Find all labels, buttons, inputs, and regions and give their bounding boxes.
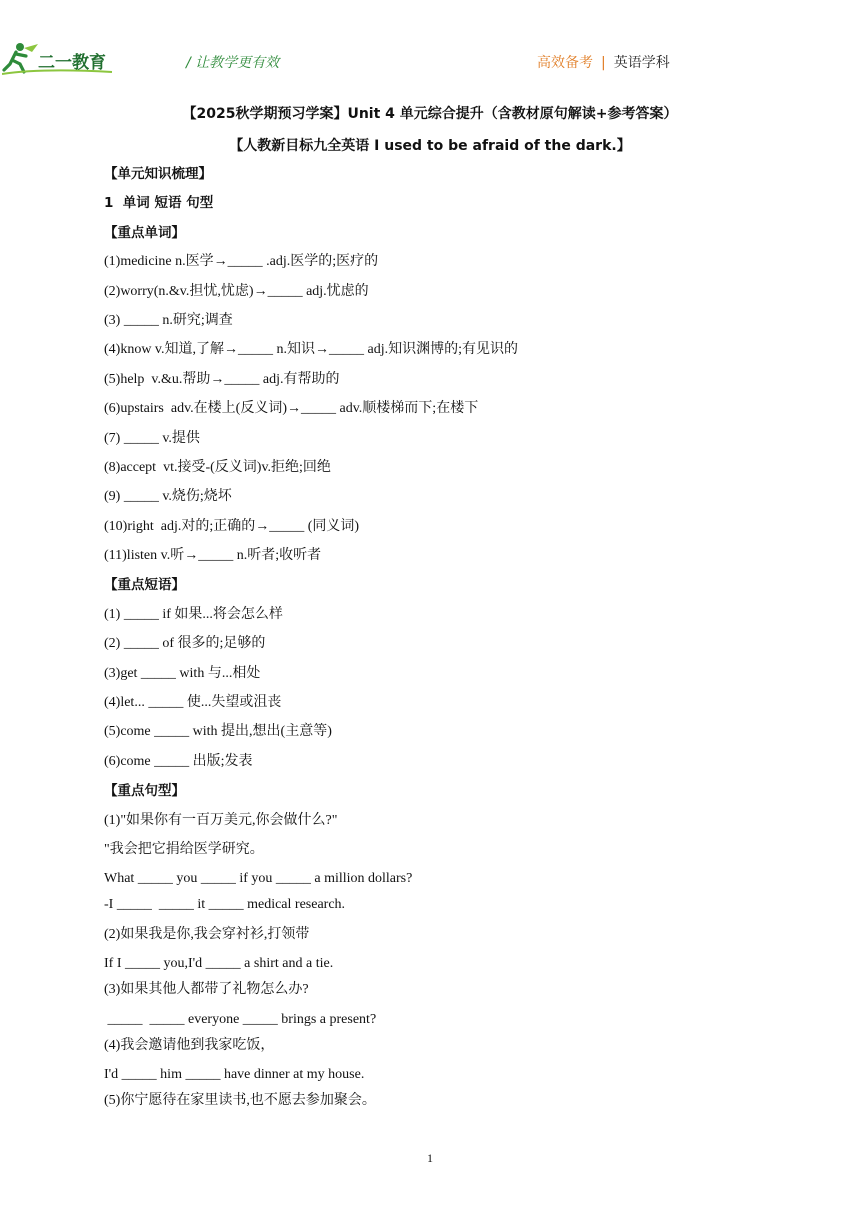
tag-efficient-prep: 高效备考 (537, 55, 593, 71)
word-item: (8)accept vt.接受-(反义词)v.拒绝;回绝 (104, 459, 331, 475)
word-item: (10)right adj.对的;正确的→_____ (同义词) (104, 518, 360, 534)
header-slogan: / 让教学更有效 (186, 55, 280, 71)
word-item: (2)worry(n.&v.担忧,忧虑)→_____ adj.忧虑的 (104, 283, 369, 299)
phrase-item: (2) _____ of 很多的;足够的 (104, 636, 266, 652)
sentence-item: I'd _____ him _____ have dinner at my house. (104, 1066, 365, 1082)
word-item: (6)upstairs adv.在楼上(反义词)→_____ adv.顺楼梯而下;在楼下 (104, 401, 479, 417)
word-item: (4)know v.知道,了解→_____ n.知识→_____ adj.知识渊博的;有见识的 (104, 342, 519, 358)
phrase-item: (4)let... _____ 使...失望或沮丧 (104, 695, 282, 711)
word-item: (7) _____ v.提供 (104, 430, 200, 446)
word-item: (1)medicine n.医学→_____ .adj.医学的;医疗的 (104, 254, 379, 270)
document-subtitle: 【人教新目标九全英语 I used to be afraid of the dark.】 (229, 138, 631, 154)
phrase-item: (6)come _____ 出版;发表 (104, 753, 253, 769)
phrases-heading: 【重点短语】 (104, 577, 185, 594)
document-title: 【2025秋学期预习学案】Unit 4 单元综合提升（含教材原句解读+参考答案） (182, 106, 678, 122)
phrase-item: (3)get _____ with 与...相处 (104, 665, 261, 681)
sentence-item: (3)如果其他人都带了礼物怎么办? (104, 982, 309, 998)
page-number: 1 (427, 1151, 433, 1165)
subsection-heading: 1 单词 短语 句型 (104, 195, 214, 212)
sentence-item: -I _____ _____ it _____ medical research. (104, 897, 346, 913)
brand-logo (2, 42, 122, 78)
sentence-item: (1)"如果你有一百万美元,你会做什么?" (104, 812, 338, 828)
phrase-item: (5)come _____ with 提出,想出(主意等) (104, 724, 332, 740)
page-header (0, 0, 860, 90)
tag-separator: | (601, 55, 606, 71)
sentences-heading: 【重点句型】 (104, 783, 185, 800)
tag-subject: 英语学科 (613, 55, 670, 71)
sentence-item: (2)如果我是你,我会穿衬衫,打领带 (104, 926, 310, 942)
document-body (104, 164, 784, 1120)
sentence-item: If I _____ you,I'd _____ a shirt and a tie. (104, 956, 334, 972)
word-item: (3) _____ n.研究;调查 (104, 312, 233, 328)
word-item: (9) _____ v.烧伤;烧坏 (104, 489, 232, 505)
sentence-item: (5)你宁愿待在家里读书,也不愿去参加聚会。 (104, 1092, 376, 1108)
sentence-item: What _____ you _____ if you _____ a million dollars? (104, 871, 413, 887)
document-titles (0, 104, 860, 168)
sentence-item: (4)我会邀请他到我家吃饭， (104, 1037, 275, 1053)
phrase-item: (1) _____ if 如果...将会怎么样 (104, 606, 283, 622)
section-heading: 【单元知识梳理】 (104, 166, 212, 182)
svg-text:二一教育: 二一教育 (38, 53, 106, 73)
word-item: (5)help v.&u.帮助→_____ adj.有帮助的 (104, 371, 340, 387)
sentence-item: _____ _____ everyone _____ brings a present? (104, 1011, 377, 1027)
sentence-item: "我会把它捐给医学研究。 (104, 841, 264, 857)
header-tags (537, 52, 670, 72)
words-heading: 【重点单词】 (104, 224, 185, 241)
word-item: (11)listen v.听→_____ n.听者;收听者 (104, 548, 322, 564)
